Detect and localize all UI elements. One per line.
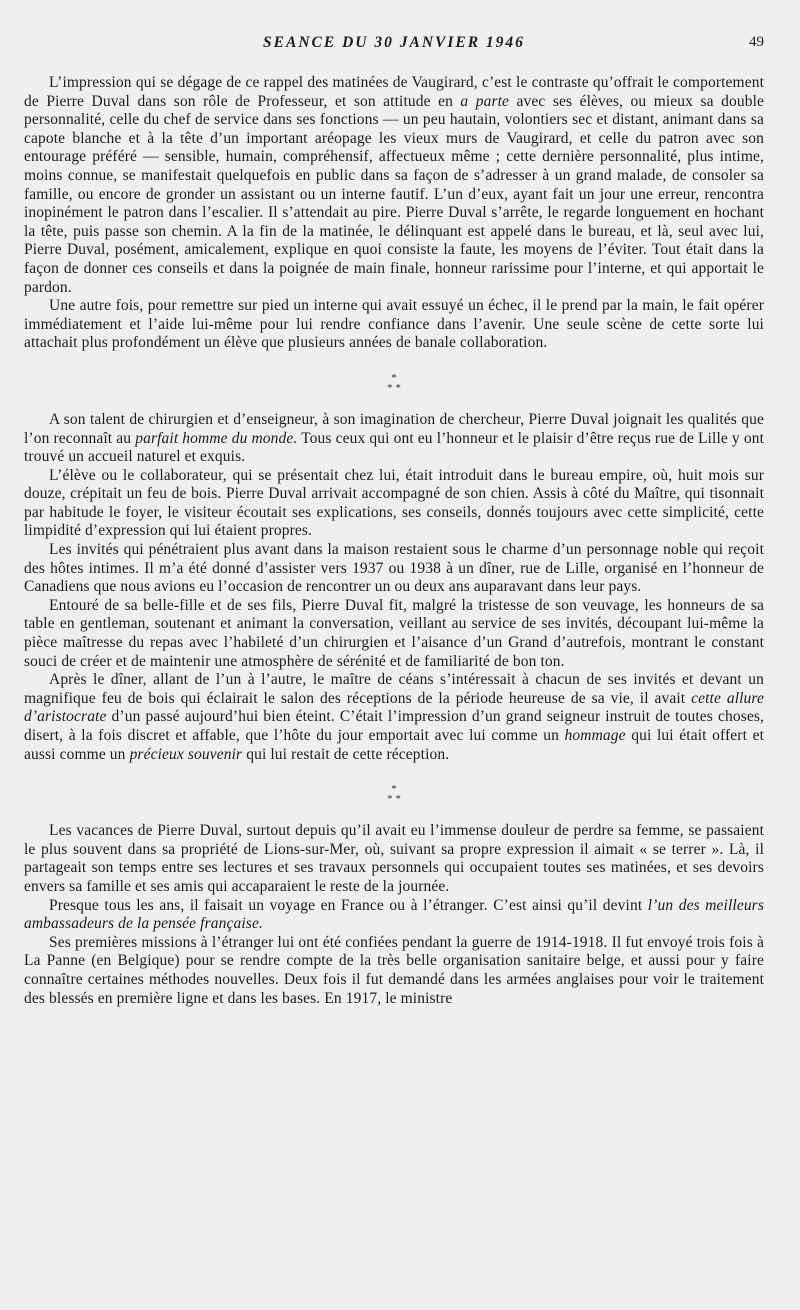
text-run: Tous ceux qui ont eu l’honneur et le plaisir d’être reçus rue de Lille y ont trouvé un accueil naturel et exquis. bbox=[24, 429, 765, 466]
text-run: d’un passé aujourd’hui bien éteint. C’était l’impression d’un grand seigneur instruit de toutes choses, disert, à la fois discret et affable, que l’hôte du jour emportait avec lui comme un bbox=[24, 708, 764, 744]
paragraph bbox=[24, 597, 764, 671]
text-run: Entouré de sa belle-fille et de ses fils, Pierre Duval fit, malgré la tristesse de son veuvage, les honneurs de sa table en gentleman, soutenant et animant la conversation, veillant au service de ses invités, découpant lui-même la pièce maîtresse du repas avec l’habileté d’un chirurgien et l’aisance d’un Grand d’autrefois, montrant le constant souci de créer et de maintenir une atmosphère de sérénité et de familiarité de bon ton. bbox=[24, 596, 764, 670]
italic-text: hommage bbox=[564, 727, 626, 744]
paragraph bbox=[24, 897, 764, 934]
text-run: L’élève ou le collaborateur, qui se présentait chez lui, était introduit dans le bureau empire, où, huit mois sur douze, crépitait un feu de bois. Pierre Duval arrivait accompagné de son chien. Assis à côté du Maître, qui tisonnait par habitude le foyer, le visiteur écoutait ses explications, ses conseils, donnés toujours avec cette simplicité, cette limpidité d’expression qui lui étaient propres. bbox=[24, 466, 764, 540]
section-separator bbox=[24, 764, 764, 822]
italic-text: a parte bbox=[460, 92, 510, 110]
page-number: 49 bbox=[749, 34, 764, 50]
text-run: A son talent de chirurgien et d’enseigneur, à son imagination de chercheur, Pierre Duval joignait les qualités que l’on reconnaît au bbox=[24, 410, 764, 447]
text-run: avec ses élèves, ou mieux sa double personnalité, celle du chef de service dans ses fonctions — un peu hautain, volontiers sec et distant, animant dans sa capote blanche et à la tête d’un important aréopage les vieux murs de Vaugirard, et celle du patron avec son entourage préféré — sensible, humain, compréhensif, affectueux même ; cette dernière personnalité, plus intime, moins connue, se manifestait quelquefois en public dans sa façon de s’adresser à un grand malade, de consoler sa famille, ou encore de gronder un assistant ou un interne fautif. L’un d’eux, ayant fait un jour une erreur, rencontra inopinément le patron dans l’escalier. Il s’attendait au pire. Pierre Duval s’arrête, le regarde longuement en hochant la tête, puis passe son chemin. A la fin de la matinée, le délinquant est appelé dans le bureau, et là, seul avec lui, Pierre Duval, posément, amicalement, explique en quoi consiste la faute, les moyens de l’éviter. Tout était dans la façon de donner ces conseils et dans la poignée de main finale, honneur rarissime pour l’interne, et qui apportait le pardon. bbox=[24, 92, 764, 296]
paragraph bbox=[24, 541, 764, 597]
paragraph bbox=[24, 74, 764, 297]
text-run: L’impression qui se dégage de ce rappel des matinées de Vaugirard, c’est le contraste qu’offrait le comportement de Pierre Duval dans son rôle de Professeur, et son attitude en bbox=[24, 74, 764, 110]
section-separator bbox=[24, 353, 764, 411]
text-run: Presque tous les ans, il faisait un voyage en France ou à l’étranger. C’est ainsi qu’il devint bbox=[49, 896, 648, 914]
text-section bbox=[24, 822, 764, 1008]
asterism-line: * * bbox=[387, 793, 401, 806]
text-run: Les invités qui pénétraient plus avant dans la maison restaient sous le charme d’un personnage noble qui reçoit des hôtes intimes. Il m’a été donné d’assister vers 1937 ou 1938 à un dîner, rue de Lille, organisé en l’honneur de Canadiens que nous avions eu l’occasion de rencontrer un ou deux ans auparavant dans leur pays. bbox=[24, 541, 764, 596]
page-header bbox=[24, 34, 764, 64]
text-run: qui lui était offert et aussi comme un bbox=[24, 727, 764, 763]
text-section bbox=[24, 74, 764, 353]
text-run: Ses premières missions à l’étranger lui ont été confiées pendant la guerre de 1914-1918. Il fut envoyé trois fois à La Panne (en Belgique) pour se rendre compte de la très belle organisation sanitaire belge, et aussi pour y faire connaître certaines méthodes nouvelles. Deux fois il fut demandé dans les armées anglaises pour voir le traitement des blessés en première ligne et dans les bases. En 1917, le ministre bbox=[24, 933, 764, 1007]
running-title: SEANCE DU 30 JANVIER 1946 bbox=[263, 34, 525, 51]
italic-text: l’un des meilleurs ambassadeurs de la pensée française. bbox=[24, 896, 764, 933]
text-run: Les vacances de Pierre Duval, surtout depuis qu’il avait eu l’immense douleur de perdre sa femme, se passaient le plus souvent dans sa propriété de Lions-sur-Mer, où, suivant sa propre expression il aimait « se terrer ». Là, il partageait son temps entre ses lectures et ses travaux personnels qui occupaient toutes ses matinées, et ses devoirs envers sa famille et ses amis qui accaparaient le reste de la journée. bbox=[24, 822, 764, 895]
asterism-line: * * bbox=[387, 381, 401, 394]
text-run: Une autre fois, pour remettre sur pied un interne qui avait essuyé un échec, il le prend par la main, le fait opérer immédiatement et l’aide lui-même pour lui rendre confiance dans l’avenir. Une seule scène de cette sorte lui attachait plus profondément un élève que plusieurs années de banale collaboration. bbox=[24, 297, 764, 352]
paragraph bbox=[24, 297, 764, 353]
text-section bbox=[24, 411, 764, 764]
text-run: Après le dîner, allant de l’un à l’autre, le maître de céans s’intéressait à chacun de ses invités et devant un magnifique feu de bois qui éclairait le salon des réceptions de la période heureuse de sa vie, il avait bbox=[24, 671, 764, 707]
italic-text: précieux souvenir bbox=[129, 745, 243, 763]
italic-text: parfait homme du monde. bbox=[135, 429, 298, 447]
paragraph bbox=[24, 411, 764, 467]
paragraph bbox=[24, 934, 764, 1008]
italic-text: cette allure d’aristocrate bbox=[24, 689, 764, 726]
paragraph bbox=[24, 671, 764, 764]
asterism-line: * bbox=[391, 371, 397, 384]
paragraph bbox=[24, 467, 764, 541]
paragraph bbox=[24, 822, 764, 896]
text-run: qui lui restait de cette réception. bbox=[242, 745, 450, 763]
asterism-line: * bbox=[391, 783, 397, 796]
